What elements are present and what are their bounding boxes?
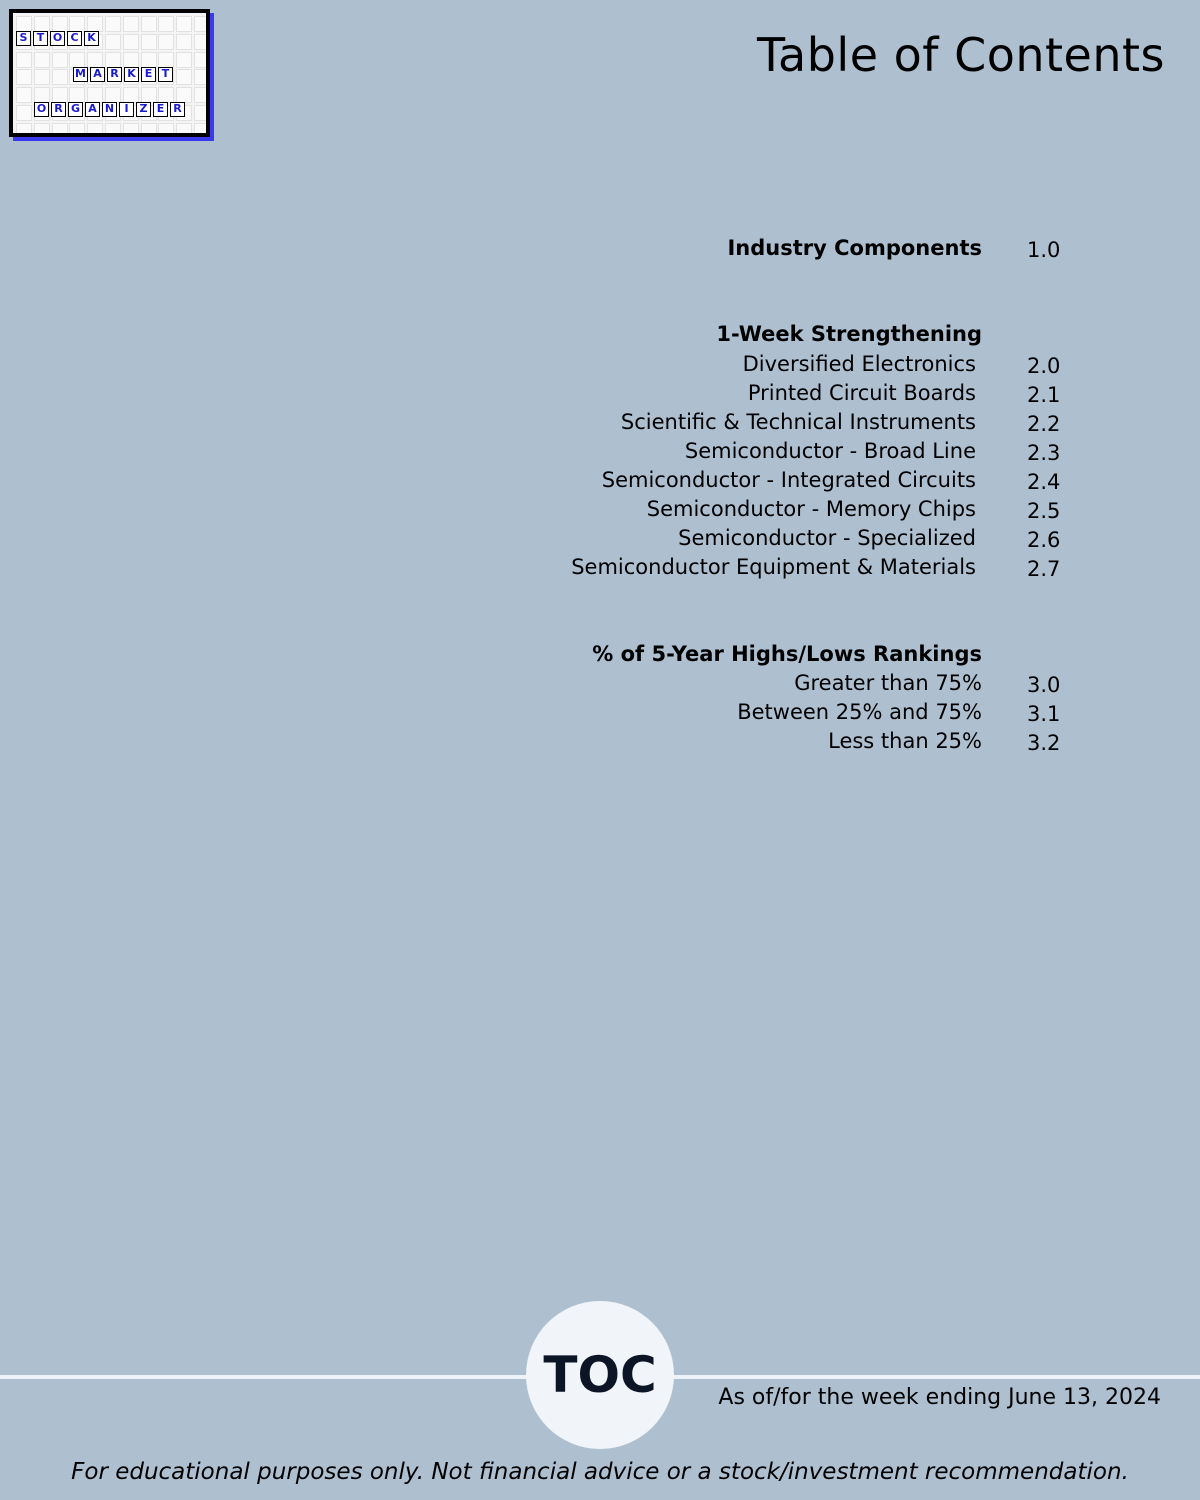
logo-letter: A [85,102,100,117]
logo-letter: O [50,31,65,46]
logo-grid-cell [158,87,174,103]
logo-grid-cell [87,123,103,137]
logo-grid-cell [123,123,139,137]
logo-grid-cell [194,105,210,121]
logo-grid-cell [34,69,50,85]
logo-grid-cell [158,34,174,50]
logo-row-market [73,67,173,82]
logo-grid-cell [141,52,157,68]
toc-page-number: 2.2 [1027,412,1061,436]
toc-page-number: 2.0 [1027,354,1061,378]
toc-item[interactable] [0,671,1200,701]
toc-page-number: 2.5 [1027,499,1061,523]
logo-grid-cell [52,52,68,68]
logo-letter: N [102,102,117,117]
logo-grid-cell [87,52,103,68]
logo-grid-cell [158,52,174,68]
logo-row-stock [16,31,99,46]
toc-page-number: 3.1 [1027,702,1061,726]
logo-grid-cell [16,16,32,32]
toc-item[interactable] [0,352,1200,382]
toc-item[interactable] [0,729,1200,759]
logo-letter: S [16,31,31,46]
logo-grid-cell [176,34,192,50]
logo-grid-cell [194,52,210,68]
logo-letter: T [33,31,48,46]
logo-letter: E [153,102,168,117]
toc-heading-label: Industry Components [727,236,982,260]
toc-item[interactable] [0,410,1200,440]
logo-grid-cell [105,34,121,50]
logo-letter: I [119,102,134,117]
logo-letter: C [67,31,82,46]
logo-grid-cell [176,52,192,68]
toc-item[interactable] [0,497,1200,527]
logo-row-organizer [34,102,185,117]
toc-page-number: 1.0 [1027,238,1061,262]
toc-heading-industry-components[interactable] [0,236,1200,266]
logo-grid-cell [158,123,174,137]
logo-grid-cell [176,123,192,137]
as-of-date: As of/for the week ending June 13, 2024 [718,1385,1161,1410]
logo-grid-cell [52,69,68,85]
toc-page-number: 3.0 [1027,673,1061,697]
logo-grid-cell [52,123,68,137]
logo-grid-cell [105,123,121,137]
logo-grid-cell [105,16,121,32]
logo-letter: R [51,102,66,117]
toc-item-label: Greater than 75% [794,671,982,695]
toc-item[interactable] [0,526,1200,556]
toc-item-label: Semiconductor - Memory Chips [646,497,976,521]
logo-letter: E [141,67,156,82]
logo-grid-cell [194,69,210,85]
logo-grid-cell [69,16,85,32]
toc-page-number: 2.3 [1027,441,1061,465]
logo-grid-cell [16,87,32,103]
toc-page-number: 3.2 [1027,731,1061,755]
toc-item-label: Semiconductor - Specialized [678,526,976,550]
logo-grid-cell [69,52,85,68]
logo-grid-cell [141,123,157,137]
toc-item[interactable] [0,555,1200,585]
logo-grid-cell [194,16,210,32]
toc-item-label: Less than 25% [828,729,982,753]
logo-letter: T [158,67,173,82]
disclaimer: For educational purposes only. Not financial advice or a stock/investment recommendation. [71,1459,1129,1485]
logo-grid-cell [34,52,50,68]
logo-letter: K [124,67,139,82]
toc-page-number: 2.1 [1027,383,1061,407]
toc-page-number: 2.6 [1027,528,1061,552]
toc-heading-1-week-strengthening [0,322,1200,352]
logo-grid-cell [105,52,121,68]
stock-market-organizer-logo [9,9,210,137]
logo-grid-cell [141,34,157,50]
toc-badge [526,1301,674,1449]
toc-heading-label: 1-Week Strengthening [716,322,982,346]
toc-item[interactable] [0,439,1200,469]
logo-grid-cell [105,87,121,103]
toc-heading-label: % of 5-Year Highs/Lows Rankings [592,642,982,666]
toc-item-label: Semiconductor - Integrated Circuits [601,468,976,492]
logo-grid-cell [123,16,139,32]
logo-grid-cell [176,87,192,103]
toc-page-number: 2.7 [1027,557,1061,581]
logo-letter: K [84,31,99,46]
logo-grid-cell [16,105,32,121]
logo-grid-cell [194,87,210,103]
toc-item-label: Between 25% and 75% [737,700,982,724]
logo-grid-cell [34,87,50,103]
logo-letter: M [73,67,88,82]
logo-grid-cell [123,87,139,103]
logo-letter: G [68,102,83,117]
logo-letter: R [170,102,185,117]
logo-grid-cell [16,123,32,137]
toc-item[interactable] [0,700,1200,730]
logo-grid-cell [123,34,139,50]
toc-item-label: Semiconductor - Broad Line [684,439,976,463]
toc-item[interactable] [0,381,1200,411]
logo-grid-cell [69,87,85,103]
logo-grid-cell [16,69,32,85]
toc-item-label: Printed Circuit Boards [747,381,976,405]
toc-heading-5-year-highs-lows [0,642,1200,672]
logo-grid-cell [34,16,50,32]
logo-grid-cell [69,123,85,137]
toc-item-label: Diversified Electronics [742,352,976,376]
toc-badge-label: TOC [543,1346,657,1404]
logo-grid-cell [141,16,157,32]
logo-grid-cell [176,69,192,85]
logo-grid-cell [194,123,210,137]
logo-grid-cell [194,34,210,50]
logo-grid-cell [176,16,192,32]
toc-page-number: 2.4 [1027,470,1061,494]
logo-grid-cell [52,87,68,103]
logo-grid-cell [141,87,157,103]
page-title: Table of Contents [757,28,1165,82]
logo-grid-cell [52,16,68,32]
logo-grid-cell [87,16,103,32]
toc-item-label: Semiconductor Equipment & Materials [571,555,976,579]
logo-grid-cell [34,123,50,137]
toc-item-label: Scientific & Technical Instruments [620,410,976,434]
logo-grid-cell [16,52,32,68]
logo-letter: O [34,102,49,117]
logo-letter: Z [136,102,151,117]
logo-grid-cell [123,52,139,68]
logo-grid-cell [87,87,103,103]
logo-letter: A [90,67,105,82]
logo-letter: R [107,67,122,82]
toc-item[interactable] [0,468,1200,498]
logo-grid-cell [158,16,174,32]
